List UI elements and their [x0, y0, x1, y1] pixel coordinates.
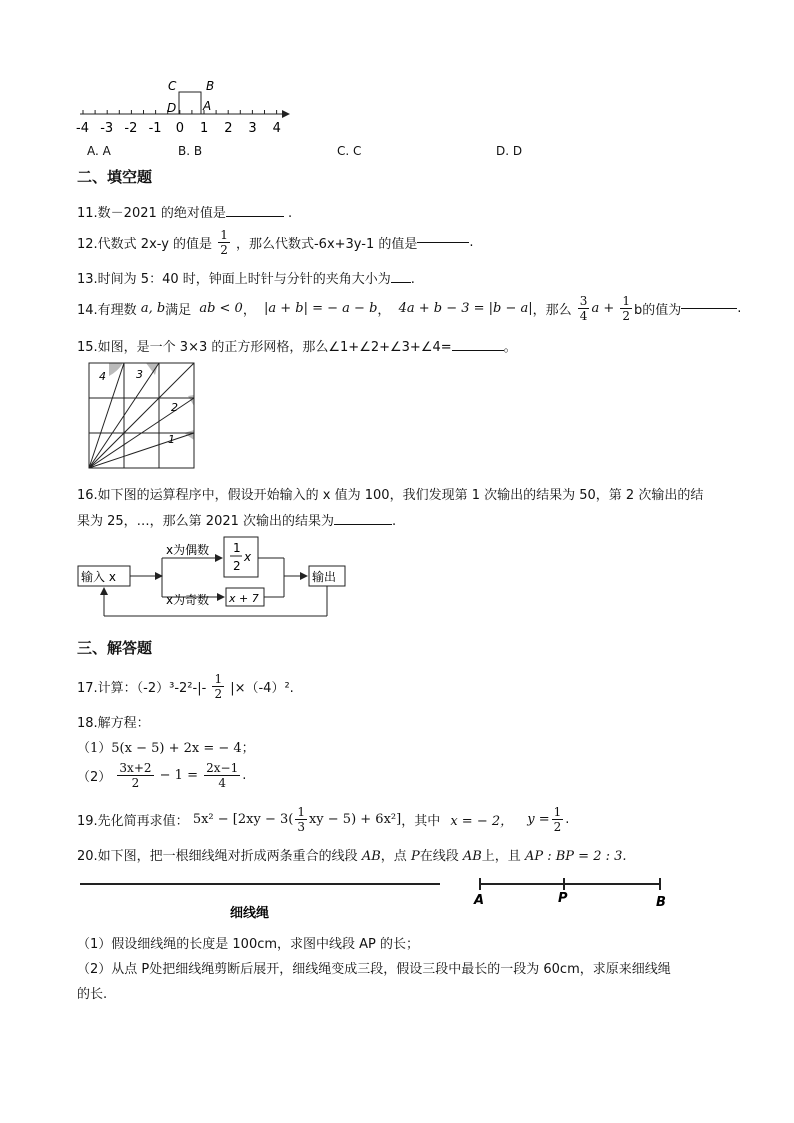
- half-num: 1: [233, 541, 241, 555]
- choice-b[interactable]: B. B: [178, 144, 203, 158]
- question-14: 14.有理数 a, b满足 ab < 0， |a + b| = − a − b， 4a + b − 3 = |b − a|，那么 $\frac{3}{4}$ a + $\frac{1}{2}$ b的值为 .: [77, 294, 742, 323]
- q14-blank[interactable]: [681, 308, 737, 309]
- corner-label-c: C: [168, 79, 177, 93]
- q14-mid2: ，那么: [532, 303, 572, 318]
- choice-a[interactable]: A. A: [87, 144, 111, 158]
- q18-den2: 4: [218, 776, 226, 790]
- q20-mid3: 上，且: [481, 849, 521, 864]
- q20-p: P: [410, 849, 420, 864]
- q20-ab: AB: [361, 849, 381, 864]
- q19-expr: 5x² − [2xy − 3(: [192, 812, 294, 827]
- q18-den1: 2: [131, 776, 140, 790]
- angle-4-shade: [109, 363, 123, 376]
- q14-num2: 1: [622, 294, 630, 308]
- add7-label: x + 7: [229, 592, 259, 605]
- q18-title: 18.解方程：: [77, 716, 150, 731]
- q19-num: 1: [297, 805, 305, 819]
- question-13: 13.时间为 5：40 时，钟面上时针与分针的夹角大小为 .: [77, 272, 415, 287]
- rope-label: 细线绳: [230, 906, 270, 921]
- q12-den: 2: [220, 243, 228, 257]
- q14-mid1: 满足: [165, 303, 192, 318]
- q19-xval: x = − 2，: [450, 814, 514, 829]
- question-19: [77, 805, 569, 834]
- q17-den: 2: [214, 687, 223, 701]
- q15-blank[interactable]: [452, 350, 504, 351]
- ray-4: [89, 363, 124, 468]
- q19-den: 3: [297, 820, 305, 834]
- q18-part1: （1）5(x − 5) + 2x = − 4；: [77, 741, 255, 756]
- half-var: x: [244, 550, 252, 564]
- question-15: [77, 336, 517, 355]
- q20-part2a: （2）从点 P处把细线绳剪断后展开，细线绳变成三段，假设三段中最长的一段为 60cm，求原来细线绳: [77, 962, 671, 977]
- axis-tick-label: -4: [76, 121, 89, 136]
- q19-post: .: [565, 812, 570, 827]
- grid-label-1: 1: [168, 433, 175, 446]
- q18-p2post: .: [242, 768, 247, 783]
- axis-tick-label: -3: [100, 121, 114, 136]
- q18-mid: − 1 =: [159, 768, 198, 783]
- even-label: x为偶数: [166, 543, 210, 557]
- q14-post: b的值为: [634, 303, 682, 318]
- output-label: 输出: [312, 570, 337, 584]
- q11-blank[interactable]: [226, 216, 284, 217]
- axis-arrow: [282, 110, 290, 118]
- grid-figure: [84, 358, 204, 472]
- q19-ynum: 1: [553, 805, 562, 819]
- q11-text: 11.数－2021 的绝对值是: [77, 206, 226, 221]
- half-box: [224, 537, 258, 577]
- q18-num1: 3x+2: [119, 761, 152, 775]
- q20-part1: （1）假设细线绳的长度是 100cm，求图中线段 AP 的长；: [77, 937, 420, 952]
- q19-pre: 19.先化简再求值：: [77, 814, 189, 829]
- grid-label-3: 3: [136, 368, 143, 381]
- axis-tick-label: 0: [175, 121, 185, 136]
- q19-mid: ，其中: [401, 814, 441, 829]
- odd-label: x为奇数: [166, 593, 210, 607]
- q20-ab2: AB: [462, 849, 482, 864]
- q16-blank[interactable]: [334, 524, 392, 525]
- q14-num1: 3: [579, 294, 588, 308]
- axis-tick-label: 3: [248, 121, 257, 136]
- q20-part2b: 的长.: [77, 987, 108, 1002]
- q12-pre: 12.代数式 2x-y 的值是: [77, 237, 213, 252]
- q17-pre: 17.计算：（-2）³-2²-|-: [77, 681, 207, 696]
- q14-den1: 4: [579, 309, 588, 323]
- choice-d[interactable]: D. D: [496, 144, 523, 158]
- q18-part2: [77, 761, 246, 790]
- flowchart: [76, 534, 351, 620]
- q19-yval: y =: [527, 812, 550, 827]
- axis-tick-label: -2: [124, 121, 138, 136]
- q12-blank[interactable]: [417, 242, 469, 243]
- q15-tail: 。: [503, 340, 517, 355]
- question-12: 12.代数式 2x-y 的值是 $\frac{1}{2}$ ，那么代数式-6x+3y-1 的值是 .: [77, 228, 474, 257]
- corner-label-b: B: [206, 79, 215, 93]
- q15-text: 15.如图，是一个 3×3 的正方形网格，那么∠1+∠2+∠3+∠4=: [77, 340, 452, 355]
- q13-blank[interactable]: [391, 282, 411, 283]
- q14-ab: a, b: [140, 301, 166, 316]
- q17-post: |×（-4）².: [230, 681, 294, 696]
- question-20: [77, 845, 627, 864]
- section-title-solve: 三、解答题: [77, 639, 153, 657]
- corner-label-a: A: [203, 99, 212, 113]
- axis-tick-label: -1: [148, 121, 162, 136]
- question-17: [77, 672, 294, 701]
- q20-text: 20.如下图，把一根细线绳对折成两条重合的线段: [77, 849, 358, 864]
- square-shape: [179, 92, 201, 114]
- q20-ratio: AP : BP = 2 : 3.: [524, 849, 627, 864]
- q20-mid: ，点: [380, 849, 407, 864]
- q14-den2: 2: [622, 309, 630, 323]
- q16-line2: 果为 25，…，那么第 2021 次输出的结果为: [77, 514, 335, 529]
- q14-cond3: 4a + b − 3 = |b − a|: [398, 301, 533, 316]
- q14-cond2: |a + b| = − a − b: [264, 301, 378, 316]
- q12-num: 1: [220, 228, 228, 242]
- q20-mid2: 在线段: [419, 849, 459, 864]
- point-p-label: P: [558, 891, 568, 906]
- section-title-fill-blank: 二、填空题: [77, 168, 153, 186]
- q18-num2: 2x−1: [206, 761, 239, 775]
- q14-pre: 14.有理数: [77, 303, 137, 318]
- grid-label-2: 2: [171, 401, 178, 414]
- number-line-figure: [74, 76, 299, 136]
- input-label: 输入 x: [81, 570, 116, 584]
- choice-c[interactable]: C. C: [337, 144, 362, 158]
- q13-text: 13.时间为 5：40 时，钟面上时针与分针的夹角大小为: [77, 272, 391, 287]
- q19-yden: 2: [553, 820, 562, 834]
- axis-tick-label: 2: [224, 121, 233, 136]
- point-b-label: B: [656, 895, 666, 910]
- ray-1: [89, 433, 194, 468]
- point-a-label: A: [474, 893, 485, 908]
- half-den: 2: [233, 559, 241, 573]
- q14-mid3: a +: [591, 301, 615, 316]
- corner-label-d: D: [167, 101, 177, 115]
- axis-tick-label: 1: [200, 121, 209, 136]
- question-11: 11.数－2021 的绝对值是 .: [77, 206, 293, 221]
- q18-p2pre: （2）: [77, 770, 112, 785]
- grid-label-4: 4: [99, 370, 106, 383]
- q14-cond1: ab < 0: [199, 301, 243, 316]
- question-16-line1: 16.如下图的运算程序中，假设开始输入的 x 值为 100，我们发现第 1 次输出的结果为 50，第 2 次输出的结: [77, 488, 704, 503]
- rope-figure: [78, 870, 678, 926]
- axis-tick-label: 4: [272, 121, 281, 136]
- q17-num: 1: [214, 672, 223, 686]
- question-16-line2: 果为 25，…，那么第 2021 次输出的结果为 .: [77, 514, 397, 529]
- q19-expr2: xy − 5) + 6x²]: [308, 812, 402, 827]
- q12-post: ，那么代数式-6x+3y-1 的值是: [235, 237, 418, 252]
